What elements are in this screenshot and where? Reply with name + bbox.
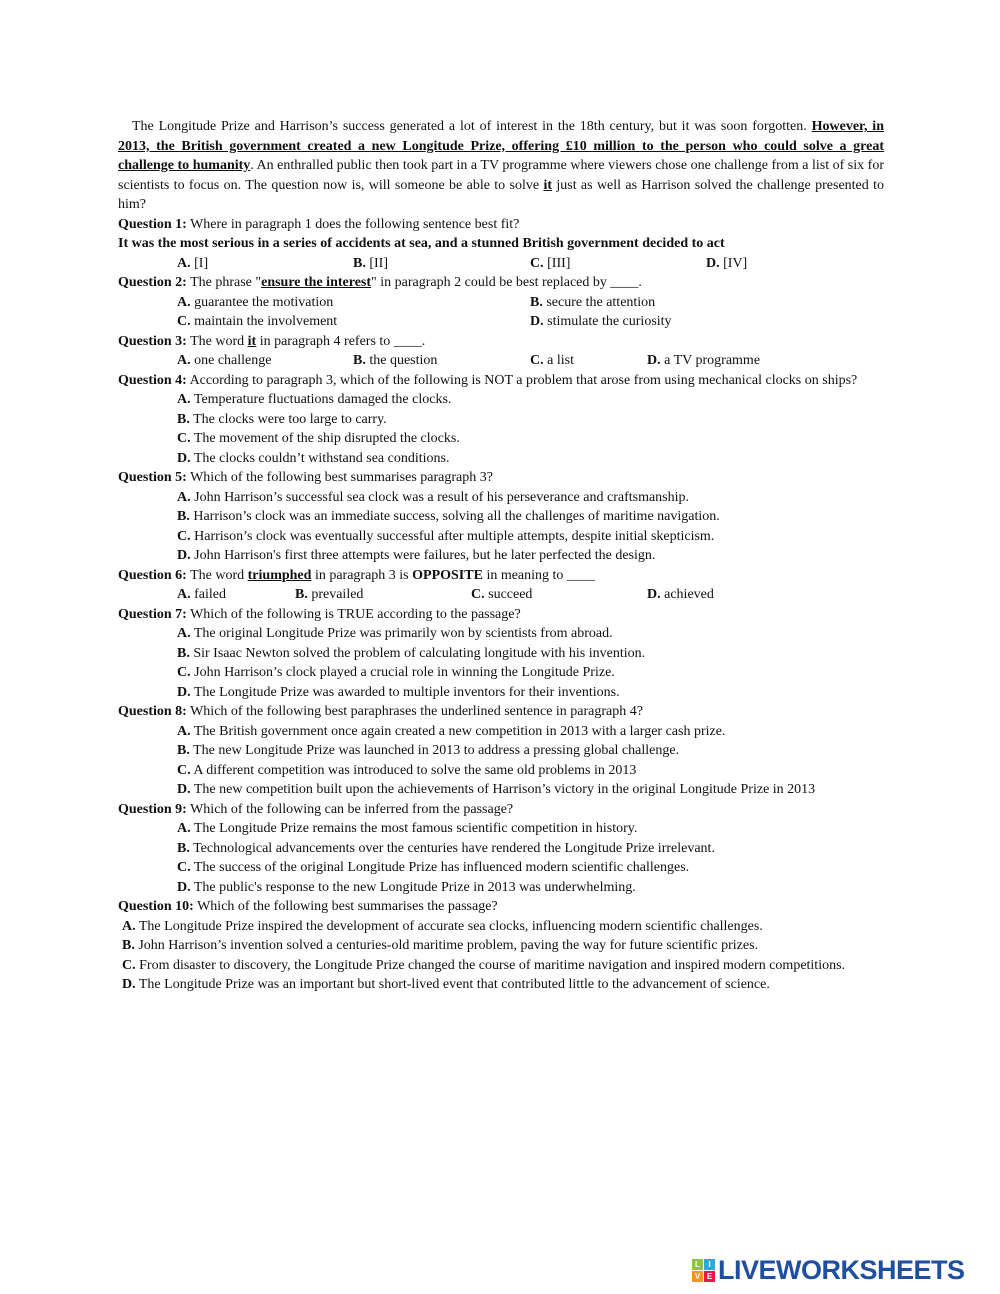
option-text: A different competition was introduced to solve the same old problems in 2013 xyxy=(193,762,637,778)
option-text: The original Longitude Prize was primarily won by scientists from abroad. xyxy=(193,626,613,641)
question-stem xyxy=(118,332,884,352)
option-text: The public's response to the new Longitude Prize in 2013 was underwhelming. xyxy=(193,879,636,895)
question-block xyxy=(118,897,884,995)
text-run: Which of the following best summarises the passage? xyxy=(193,899,498,914)
option-row xyxy=(118,546,884,566)
answer-option[interactable] xyxy=(177,819,637,839)
option-letter: D. xyxy=(647,353,661,368)
option-row xyxy=(118,741,884,761)
text-run: The Longitude Prize and Harrison’s success generated a lot of interest in the 18th century, but it was soon forgotten. xyxy=(132,119,812,134)
option-letter: C. xyxy=(177,314,191,329)
logo-tiles-icon xyxy=(692,1259,715,1282)
option-text: The movement of the ship disrupted the clocks. xyxy=(193,431,460,446)
option-letter: D. xyxy=(122,977,136,992)
logo-tile: L xyxy=(692,1259,703,1270)
option-row xyxy=(118,507,884,527)
logo-tile: E xyxy=(704,1271,715,1282)
option-letter: D. xyxy=(706,255,720,271)
inserted-sentence: It was the most serious in a series of accidents at sea, and a stunned British government decided to act xyxy=(118,236,725,251)
option-row xyxy=(118,839,884,859)
question-stem xyxy=(118,800,884,820)
answer-option[interactable] xyxy=(177,546,655,566)
answer-option[interactable] xyxy=(177,722,725,742)
question-label: Question 6: xyxy=(118,567,187,583)
option-text: The new Longitude Prize was launched in 2013 to address a pressing global challenge. xyxy=(193,743,680,758)
option-letter: B. xyxy=(177,411,190,427)
text-run: Which of the following best summarises paragraph 3? xyxy=(186,470,493,485)
option-letter: A. xyxy=(177,255,191,271)
answer-option[interactable] xyxy=(177,761,636,781)
option-row xyxy=(118,819,884,839)
answer-option[interactable] xyxy=(177,878,636,898)
question-label: Question 3: xyxy=(118,333,187,349)
answer-option[interactable] xyxy=(353,254,388,274)
option-text: guarantee the motivation xyxy=(194,294,334,310)
option-text: achieved xyxy=(664,587,714,602)
underlined-phrase: ensure the interest xyxy=(261,275,372,290)
option-letter: D. xyxy=(177,548,191,563)
answer-option[interactable] xyxy=(471,585,532,605)
question-label: Question 5: xyxy=(118,470,187,485)
option-letter: C. xyxy=(177,665,191,680)
option-letter: B. xyxy=(295,587,308,602)
option-letter: D. xyxy=(530,314,544,329)
option-letter: C. xyxy=(530,353,544,368)
option-row xyxy=(118,585,884,605)
question-label: Question 8: xyxy=(118,704,187,719)
answer-option[interactable] xyxy=(177,488,689,508)
option-text: [IV] xyxy=(723,255,748,271)
text-run: Where in paragraph 1 does the following sentence best fit? xyxy=(186,216,520,232)
option-text: stimulate the curiosity xyxy=(547,314,672,329)
option-letter: A. xyxy=(177,353,191,368)
text-run: OPPOSITE xyxy=(412,567,483,583)
answer-option[interactable] xyxy=(177,390,451,410)
option-letter: A. xyxy=(177,626,191,641)
option-row xyxy=(118,761,884,781)
question-block xyxy=(118,273,884,332)
text-run: in paragraph 4 refers to ____. xyxy=(256,333,426,349)
worksheet-content xyxy=(118,117,884,995)
question-stem xyxy=(118,273,884,293)
option-text: Harrison’s clock was eventually successful after multiple attempts, despite initial skepticism. xyxy=(194,528,715,544)
option-letter: C. xyxy=(471,587,485,602)
answer-option[interactable] xyxy=(177,449,449,469)
option-letter: D. xyxy=(177,782,191,797)
underlined-phrase: triumphed xyxy=(247,567,312,583)
answer-option[interactable] xyxy=(177,624,613,644)
text-run: . An enthralled public then took part in a TV programme where viewers chose one challenge from a list of six for scientists to focus on. The question now is, will someone be able to solve xyxy=(118,158,884,193)
option-letter: B. xyxy=(177,645,190,661)
option-letter: A. xyxy=(177,294,191,310)
option-row xyxy=(118,254,884,274)
text-run: in paragraph 3 is xyxy=(311,567,413,583)
option-row xyxy=(118,312,884,332)
question-list xyxy=(118,215,884,995)
option-text: John Harrison's first three attempts were failures, but he later perfected the design. xyxy=(194,548,656,563)
option-letter: D. xyxy=(177,684,191,700)
answer-option[interactable] xyxy=(122,956,845,976)
option-letter: B. xyxy=(177,840,190,856)
option-row xyxy=(118,527,884,547)
answer-option[interactable] xyxy=(177,351,271,371)
question-stem xyxy=(118,566,884,586)
answer-option[interactable] xyxy=(177,741,679,761)
option-letter: C. xyxy=(530,255,544,271)
option-letter: A. xyxy=(177,723,191,739)
option-letter: B. xyxy=(177,509,190,524)
option-row xyxy=(118,683,884,703)
option-text: secure the attention xyxy=(546,294,656,310)
option-text: prevailed xyxy=(311,587,364,602)
option-letter: A. xyxy=(177,587,191,602)
option-letter: A. xyxy=(177,489,191,505)
option-text: John Harrison’s invention solved a centuries-old maritime problem, paving the way for future scientific prizes. xyxy=(138,938,759,953)
answer-option[interactable] xyxy=(530,312,672,332)
option-row xyxy=(118,390,884,410)
text-run: The word xyxy=(186,567,248,583)
option-text: a list xyxy=(547,353,574,368)
question-label: Question 7: xyxy=(118,606,187,622)
option-text: The Longitude Prize was awarded to multiple inventors for their inventions. xyxy=(193,684,620,700)
question-block xyxy=(118,605,884,703)
question-block xyxy=(118,371,884,469)
answer-option[interactable] xyxy=(122,917,763,937)
option-row xyxy=(118,975,884,995)
option-text: From disaster to discovery, the Longitude Prize changed the course of maritime navigation and inspired modern competitions. xyxy=(139,957,846,973)
option-letter: B. xyxy=(122,938,135,953)
answer-option[interactable] xyxy=(122,936,758,956)
answer-option[interactable] xyxy=(177,683,620,703)
answer-option[interactable] xyxy=(177,527,714,547)
option-text: The British government once again created a new competition in 2013 with a larger cash prize. xyxy=(193,723,726,739)
liveworksheets-logo xyxy=(692,1255,965,1286)
option-row xyxy=(118,449,884,469)
option-letter: B. xyxy=(353,255,366,271)
answer-option[interactable] xyxy=(177,858,689,878)
option-letter: B. xyxy=(353,353,366,368)
underlined-phrase: However, in 2013, the British government created a new Longitude Prize, offering £10 million to the person who could solve a great challenge to humanity xyxy=(118,119,884,173)
answer-option[interactable] xyxy=(295,585,363,605)
option-letter: C. xyxy=(177,860,191,875)
option-text: The new competition built upon the achievements of Harrison’s victory in the original Longitude Prize in 2013 xyxy=(193,782,816,797)
option-letter: D. xyxy=(177,879,191,895)
option-text: The Longitude Prize remains the most famous scientific competition in history. xyxy=(193,821,638,836)
option-text: Temperature fluctuations damaged the clocks. xyxy=(193,392,452,407)
logo-tile: V xyxy=(692,1271,703,1282)
answer-option[interactable] xyxy=(706,254,747,274)
option-letter: C. xyxy=(177,762,191,778)
option-text: The success of the original Longitude Prize has influenced modern scientific challenges. xyxy=(193,860,690,875)
option-row xyxy=(118,351,884,371)
text-run: Which of the following best paraphrases the underlined sentence in paragraph 4? xyxy=(186,704,643,719)
option-text: succeed xyxy=(488,587,533,602)
option-row xyxy=(118,644,884,664)
answer-option[interactable] xyxy=(122,975,770,995)
option-letter: A. xyxy=(122,918,136,934)
option-text: maintain the involvement xyxy=(194,314,338,329)
option-letter: D. xyxy=(177,450,191,466)
option-text: Technological advancements over the centuries have rendered the Longitude Prize irrelevant. xyxy=(193,840,715,856)
option-row xyxy=(118,429,884,449)
question-block xyxy=(118,800,884,898)
answer-option[interactable] xyxy=(177,254,208,274)
passage-paragraph xyxy=(118,117,884,215)
option-text: The Longitude Prize was an important but short-lived event that contributed little to the advancement of science. xyxy=(138,977,770,992)
answer-option[interactable] xyxy=(177,312,337,332)
text-run: According to paragraph 3, which of the following is NOT a problem that arose from using mechanical clocks on ships? xyxy=(186,372,858,388)
answer-option[interactable] xyxy=(177,780,815,800)
option-row xyxy=(118,624,884,644)
underlined-phrase: it xyxy=(247,333,257,349)
question-label: Question 2: xyxy=(118,275,187,290)
answer-option[interactable] xyxy=(353,351,437,371)
answer-option[interactable] xyxy=(177,293,333,313)
question-label: Question 9: xyxy=(118,801,187,817)
answer-option[interactable] xyxy=(177,663,615,683)
logo-text: LIVEWORKSHEETS xyxy=(718,1255,965,1285)
option-text: one challenge xyxy=(194,353,272,368)
option-text: The clocks were too large to carry. xyxy=(193,411,387,427)
question-block xyxy=(118,468,884,566)
option-letter: C. xyxy=(177,528,191,544)
option-letter: B. xyxy=(530,294,543,310)
option-text: the question xyxy=(369,353,438,368)
option-row xyxy=(118,936,884,956)
option-text: The Longitude Prize inspired the development of accurate sea clocks, influencing modern scientific challenges. xyxy=(138,918,763,934)
question-block xyxy=(118,702,884,800)
option-letter: C. xyxy=(122,957,136,973)
option-row xyxy=(118,917,884,937)
answer-option[interactable] xyxy=(530,293,655,313)
question-stem xyxy=(118,468,884,488)
question-stem xyxy=(118,215,884,235)
text-run: just as well as Harrison solved the challenge presented to him? xyxy=(118,177,885,212)
option-row xyxy=(118,858,884,878)
option-row xyxy=(118,956,884,976)
question-block xyxy=(118,215,884,274)
answer-option[interactable] xyxy=(177,410,387,430)
question-stem xyxy=(118,371,884,391)
answer-option[interactable] xyxy=(647,585,714,605)
option-row xyxy=(118,293,884,313)
option-text: [II] xyxy=(369,255,388,271)
underlined-phrase: it xyxy=(543,177,552,193)
question-block xyxy=(118,332,884,371)
option-text: a TV programme xyxy=(664,353,761,368)
text-run: Which of the following is TRUE according to the passage? xyxy=(186,606,521,622)
option-letter: A. xyxy=(177,821,191,836)
option-row xyxy=(118,488,884,508)
option-letter: D. xyxy=(647,587,661,602)
answer-option[interactable] xyxy=(177,839,715,859)
text-run: " in paragraph 2 could be best replaced by ____. xyxy=(371,275,642,290)
option-letter: C. xyxy=(177,431,191,446)
answer-option[interactable] xyxy=(177,644,645,664)
logo-tile: I xyxy=(704,1259,715,1270)
text-run: Which of the following can be inferred from the passage? xyxy=(186,801,514,817)
option-text: John Harrison’s successful sea clock was a result of his perseverance and craftsmanship. xyxy=(194,489,690,505)
option-letter: A. xyxy=(177,392,191,407)
option-row xyxy=(118,878,884,898)
question-label: Question 1: xyxy=(118,216,187,232)
question-block xyxy=(118,566,884,605)
question-stem xyxy=(118,605,884,625)
option-row xyxy=(118,663,884,683)
text-run: The word xyxy=(186,333,248,349)
option-text: Harrison’s clock was an immediate success, solving all the challenges of maritime navigation. xyxy=(193,509,720,524)
answer-option[interactable] xyxy=(177,585,226,605)
option-text: [I] xyxy=(194,255,209,271)
text-run: in meaning to ____ xyxy=(482,567,595,583)
option-text: failed xyxy=(194,587,226,602)
question-stem xyxy=(118,702,884,722)
option-text: The clocks couldn’t withstand sea conditions. xyxy=(193,450,450,466)
option-row xyxy=(118,410,884,430)
option-text: [III] xyxy=(547,255,571,271)
answer-option[interactable] xyxy=(647,351,760,371)
option-text: Sir Isaac Newton solved the problem of calculating longitude with his invention. xyxy=(193,645,646,661)
answer-option[interactable] xyxy=(530,254,570,274)
question-label: Question 4: xyxy=(118,372,187,388)
question-label: Question 10: xyxy=(118,899,194,914)
text-run: The phrase " xyxy=(186,275,262,290)
question-stem xyxy=(118,897,884,917)
option-letter: B. xyxy=(177,743,190,758)
answer-option[interactable] xyxy=(177,507,720,527)
answer-option[interactable] xyxy=(177,429,460,449)
option-row xyxy=(118,780,884,800)
option-text: John Harrison’s clock played a crucial role in winning the Longitude Prize. xyxy=(194,665,615,680)
option-row xyxy=(118,722,884,742)
answer-option[interactable] xyxy=(530,351,574,371)
